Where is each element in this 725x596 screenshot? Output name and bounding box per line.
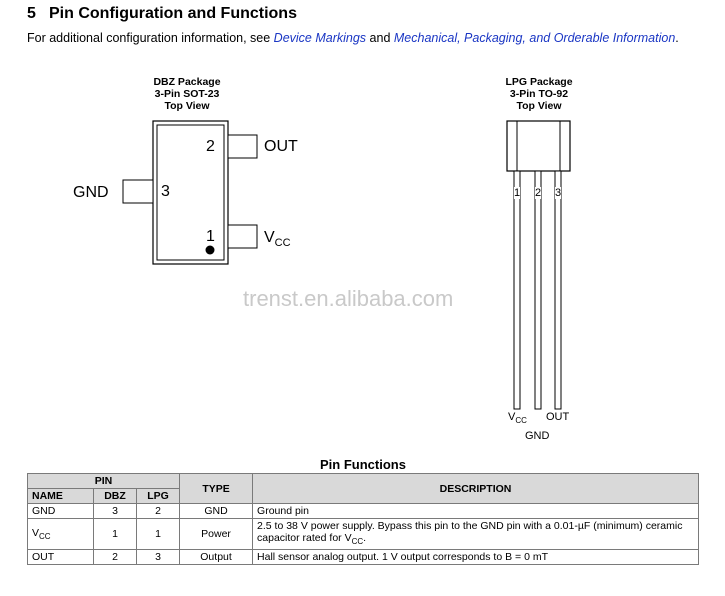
dbz-pin1-number: 1 — [206, 228, 215, 245]
dbz-out-label: OUT — [264, 138, 298, 155]
dbz-gnd-label: GND — [73, 184, 109, 201]
header-type: TYPE — [180, 474, 253, 504]
lpg-lead-3 — [555, 171, 561, 409]
cell-dbz: 3 — [94, 504, 137, 519]
table-header-row — [28, 474, 699, 489]
lpg-caption-line1: LPG Package — [505, 76, 573, 88]
cell-lpg: 1 — [137, 519, 180, 550]
section-number: 5 — [27, 5, 36, 22]
header-dbz: DBZ — [94, 489, 137, 504]
vcc-sub: CC — [39, 532, 51, 542]
desc-end: . — [363, 532, 367, 544]
cell-name: GND — [28, 504, 94, 519]
cell-description — [253, 519, 699, 550]
lpg-pin3-number: 3 — [555, 187, 562, 199]
dbz-vcc-main: V — [264, 229, 275, 246]
dbz-vcc-label — [264, 229, 291, 249]
lpg-body-inner — [517, 121, 560, 171]
desc-main: 2.5 to 38 V power supply. Bypass this pin to the GND pin with a 0.01-µF (minimum) ceramic capacitor rated for V — [257, 520, 683, 544]
lpg-lead-2 — [535, 171, 541, 409]
cell-dbz: 1 — [94, 519, 137, 550]
lpg-out-label: OUT — [546, 411, 570, 423]
table-title: Pin Functions — [320, 457, 406, 472]
cell-description: Hall sensor analog output. 1 V output corresponds to B = 0 mT — [253, 550, 699, 565]
dbz-caption-line1: DBZ Package — [153, 76, 221, 88]
desc-sub: CC — [351, 537, 364, 547]
cell-type: GND — [180, 504, 253, 519]
header-lpg: LPG — [137, 489, 180, 504]
header-name: NAME — [28, 489, 94, 504]
dbz-pin2-number: 2 — [206, 138, 215, 155]
dbz-pin1-pad — [228, 225, 257, 248]
lpg-vcc-label — [508, 411, 527, 425]
lpg-pin2-number: 2 — [535, 187, 542, 199]
lpg-caption-line3: Top View — [516, 100, 562, 112]
table-row — [28, 504, 699, 519]
mechanical-packaging-link[interactable]: Mechanical, Packaging, and Orderable Information — [393, 31, 676, 45]
cell-lpg: 2 — [137, 504, 180, 519]
dbz-caption-line2: 3-Pin SOT-23 — [154, 88, 220, 100]
cell-description: Ground pin — [253, 504, 699, 519]
lpg-pin1-number: 1 — [514, 187, 521, 199]
cell-dbz: 2 — [94, 550, 137, 565]
lpg-vcc-main: V — [508, 411, 516, 423]
section-title: Pin Configuration and Functions — [49, 5, 297, 22]
cell-lpg: 3 — [137, 550, 180, 565]
table-row — [28, 550, 699, 565]
pin-functions-table — [27, 473, 699, 565]
lpg-caption-line2: 3-Pin TO-92 — [509, 88, 569, 100]
table-row — [28, 519, 699, 550]
dbz-pin3-number: 3 — [161, 183, 170, 200]
dbz-vcc-sub: CC — [274, 237, 291, 250]
intro-suffix: . — [675, 31, 679, 45]
lpg-body-outer — [507, 121, 570, 171]
lpg-vcc-sub: CC — [515, 416, 527, 426]
dbz-pin2-pad — [228, 135, 257, 158]
cell-type: Output — [180, 550, 253, 565]
lpg-gnd-label: GND — [525, 430, 550, 442]
intro-prefix: For additional configuration information, see — [27, 31, 274, 45]
device-markings-link[interactable]: Device Markings — [273, 31, 367, 45]
header-description: DESCRIPTION — [253, 474, 699, 504]
dbz-pin3-pad — [123, 180, 153, 203]
lpg-lead-1 — [514, 171, 520, 409]
dbz-caption-line3: Top View — [164, 100, 210, 112]
intro-and: and — [366, 31, 394, 45]
dbz-pin1-dot — [206, 246, 215, 255]
cell-type: Power — [180, 519, 253, 550]
header-pin-group: PIN — [28, 474, 180, 489]
cell-name: OUT — [28, 550, 94, 565]
cell-name — [28, 519, 94, 550]
watermark-text: trenst.en.alibaba.com — [243, 286, 454, 311]
vcc-main: V — [32, 527, 40, 539]
